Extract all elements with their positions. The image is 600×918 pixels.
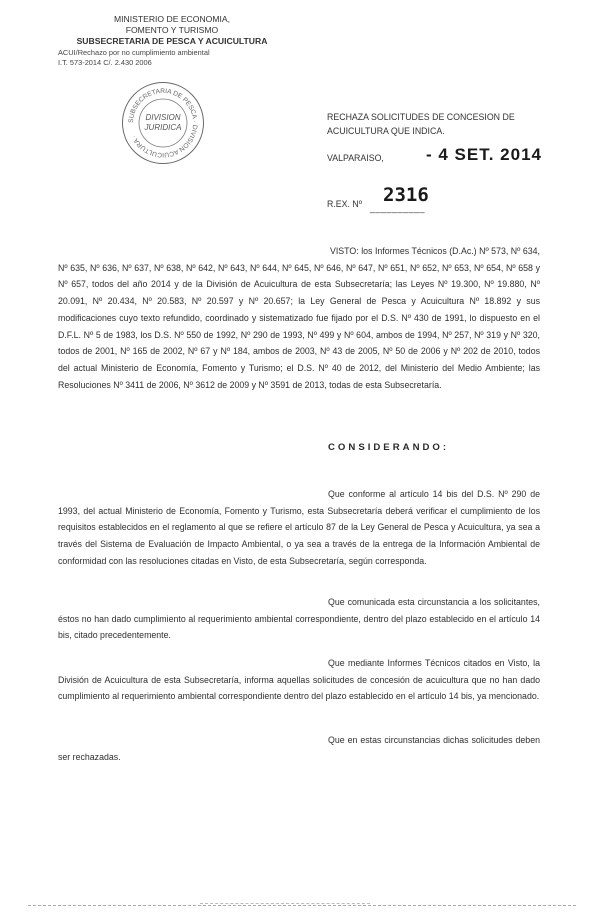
date-stamp: - 4 SET. 2014 xyxy=(426,145,543,164)
ministry-subtitle: FOMENTO Y TURISMO xyxy=(125,25,219,35)
rex-label: R.EX. Nº xyxy=(327,199,362,209)
footer-divider-short xyxy=(200,903,370,905)
considerando-paragraph-4: Que en estas circunstancias dichas solicitudes deben ser rechazadas. xyxy=(58,735,540,762)
visto-paragraph: VISTO: los Informes Técnicos (D.Ac.) Nº 573, Nº 634, Nº 635, Nº 636, Nº 637, Nº 638, Nº 642, Nº 643, Nº 644, Nº 645, Nº 646, Nº 647, Nº 651, Nº 652, Nº 653, Nº 654, Nº 658 y Nº 657, todos del año 2014 y de la División de Acuicultura de esta Subsecretaría; las Leyes Nº 19.300, Nº 19.880, Nº 20.091, Nº 20.434, Nº 20.583, Nº 20.597 y Nº 20.657; la Ley General de Pesca y Acuicultura Nº 18.892 y sus modificaciones cuyo texto refundido, coordinado y sistematizado fue fijado por el D.S. Nº 430 de 1991, lo dispuesto en el D.F.L. Nº 5 de 1983, los D.S. Nº 550 de 1992, Nº 290 de 1993, Nº 499 y Nº 604, ambos de 1994, Nº 257, Nº 319 y Nº 320, todos de 2001, Nº 165 de 2002, Nº 67 y Nº 184, ambos de 2003, Nº 43 de 2005, Nº 50 de 2006 y Nº 202 de 2010, todos del actual Ministerio de Economía, Fomento y Turismo; el D.S. Nº 40 de 2012, del Ministerio del Medio Ambiente; las Resoluciones Nº 3411 de 2006, Nº 3612 de 2009 y Nº 3591 de 2013, todas de esta Subsecretaría. xyxy=(58,246,540,390)
stamp-inner-text: DIVISION JURIDICA xyxy=(144,113,182,132)
reference-line-2: I.T. 573-2014 C/. 2.430 2006 xyxy=(58,58,152,67)
resolution-title: RECHAZA SOLICITUDES DE CONCESION DE ACUICULTURA QUE INDICA. xyxy=(327,112,515,136)
footer-divider xyxy=(28,905,576,907)
official-stamp xyxy=(122,82,204,164)
reference-line-1: ACUI/Rechazo por no cumplimiento ambiental xyxy=(58,48,210,57)
place-label: VALPARAISO, xyxy=(327,153,384,163)
ministry-header xyxy=(72,14,272,47)
considerando-paragraph-3: Que mediante Informes Técnicos citados en Visto, la División de Acuicultura de esta Subsecretaría, informa aquellas solicitudes de concesión de acuicultura que no han dado cumplimiento al requerimiento ambiental correspondiente dentro del plazo establecido en el artículo 14 bis, ya mencionado. xyxy=(58,658,540,702)
considerando-heading: CONSIDERANDO: xyxy=(328,442,450,453)
rex-number: 2316 xyxy=(383,184,429,206)
considerando-paragraph-1: Que conforme al artículo 14 bis del D.S. Nº 290 de 1993, del actual Ministerio de Economía, Fomento y Turismo, esta Subsecretaría deberá verificar el cumplimiento de los requisitos establecidos en el reglamento al que se refiere el artículo 87 de la Ley General de Pesca y Acuicultura, ya sea a través del Sistema de Evaluación de Impacto Ambiental, o ya sea a través de la entrega de la Información Ambiental de conformidad con las resoluciones citadas en Visto, de esta Subsecretaría, según corresponda. xyxy=(58,489,540,566)
considerando-paragraph-2: Que comunicada esta circunstancia a los solicitantes, éstos no han dado cumplimiento al requerimiento ambiental correspondiente, dentro del plazo establecido en el artículo 14 bis, citado precedentemente. xyxy=(58,597,540,641)
stamp-ring-text: SUBSECRETARIA DE PESCA · DIVISION ACUICULTURA · xyxy=(127,87,199,159)
rex-blank-line: __________ xyxy=(370,203,426,213)
subsecretaria-name: SUBSECRETARIA DE PESCA Y ACUICULTURA xyxy=(76,36,268,46)
ministry-name: MINISTERIO DE ECONOMIA, xyxy=(113,14,231,24)
